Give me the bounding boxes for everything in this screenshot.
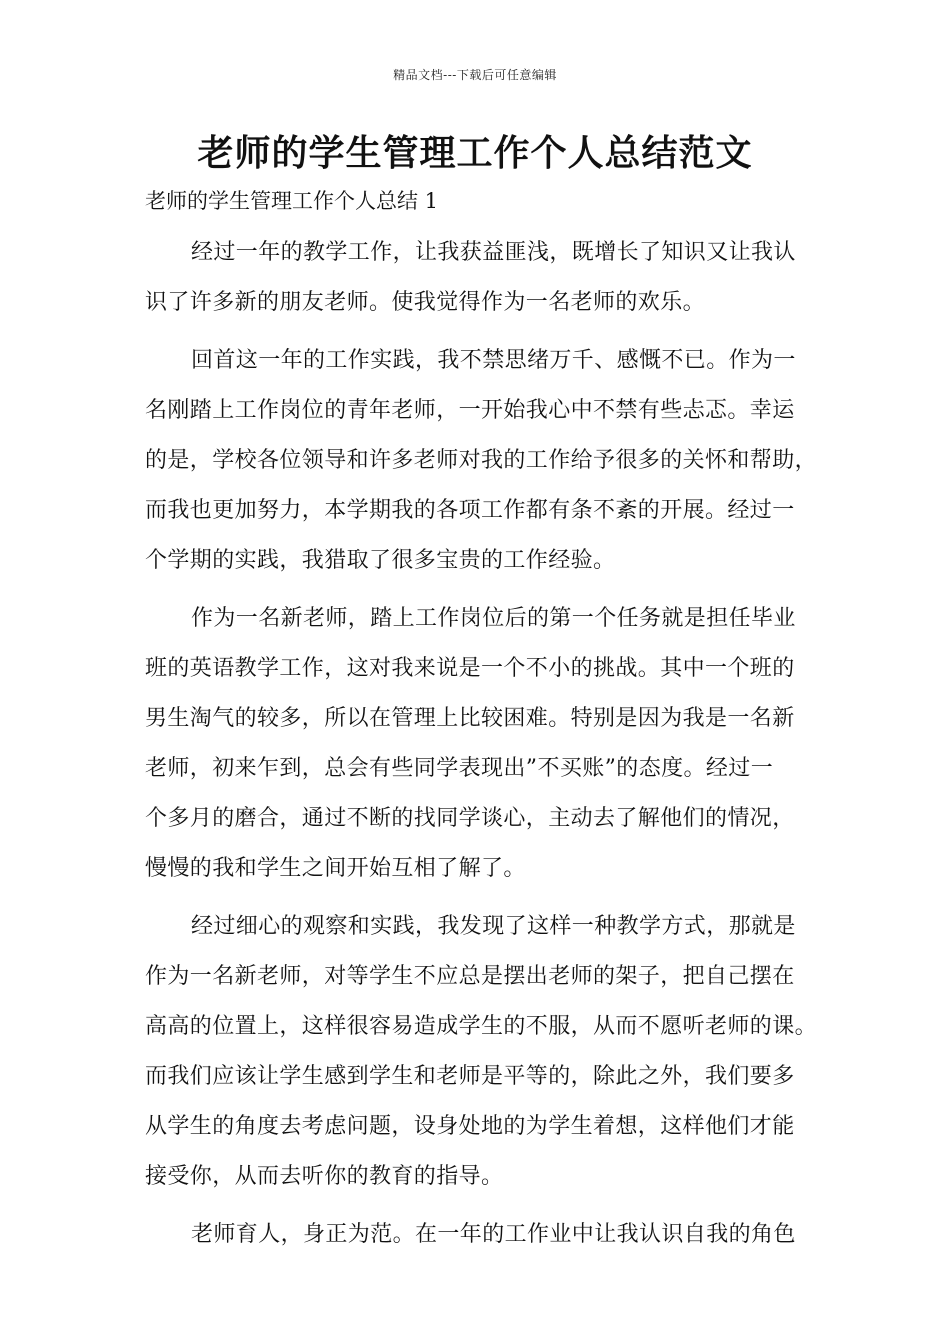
paragraph	[145, 336, 825, 586]
section-heading: 老师的学生管理工作个人总结 1	[145, 189, 439, 213]
paragraph-line: 男生淘气的较多，所以在管理上比较困难。特别是因为我是一名新	[145, 706, 795, 731]
paragraph	[145, 902, 825, 1202]
header-note: 精品文档---下载后可任意编辑	[393, 68, 557, 82]
paragraph-line: 慢慢的我和学生之间开始互相了解了。	[145, 856, 526, 881]
paragraph-line: 经过细心的观察和实践，我发现了这样一种教学方式，那就是	[191, 914, 796, 939]
paragraph-line: 个学期的实践，我猎取了很多宝贵的工作经验。	[145, 548, 616, 573]
paragraph-line: 接受你，从而去听你的教育的指导。	[145, 1164, 504, 1189]
paragraph-line: 回首这一年的工作实践，我不禁思绪万千、感慨不已。作为一	[191, 348, 796, 373]
paragraph-line: 作为一名新老师，对等学生不应总是摆出老师的架子，把自己摆在	[145, 964, 795, 989]
paragraph	[145, 594, 825, 894]
paragraph-line: 的是，学校各位领导和许多老师对我的工作给予很多的关怀和帮助，	[145, 448, 818, 473]
document-title: 老师的学生管理工作个人总结范文	[197, 132, 753, 174]
paragraph-line: 个多月的磨合，通过不断的找同学谈心，主动去了解他们的情况，	[145, 806, 795, 831]
paragraph-line: 高高的位置上，这样很容易造成学生的不服，从而不愿听老师的课。	[145, 1014, 818, 1039]
paragraph	[145, 1210, 825, 1260]
paragraph-line: 名刚踏上工作岗位的青年老师，一开始我心中不禁有些忐忑。幸运	[145, 398, 795, 423]
paragraph-line: 经过一年的教学工作，让我获益匪浅，既增长了知识又让我认	[191, 240, 796, 265]
paragraph-line: 老师育人，身正为范。在一年的工作业中让我认识自我的角色	[191, 1222, 796, 1247]
document-body	[145, 228, 825, 1268]
paragraph-line: 识了许多新的朋友老师。使我觉得作为一名老师的欢乐。	[145, 290, 706, 315]
paragraph-line: 老师，初来乍到，总会有些同学表现出”不买账”的态度。经过一	[145, 756, 774, 781]
paragraph-line: 而我们应该让学生感到学生和老师是平等的，除此之外，我们要多	[145, 1064, 795, 1089]
paragraph-line: 班的英语教学工作，这对我来说是一个不小的挑战。其中一个班的	[145, 656, 795, 681]
paragraph-line: 从学生的角度去考虑问题，设身处地的为学生着想，这样他们才能	[145, 1114, 795, 1139]
paragraph-line: 而我也更加努力，本学期我的各项工作都有条不紊的开展。经过一	[145, 498, 795, 523]
paragraph	[145, 228, 825, 328]
paragraph-line: 作为一名新老师，踏上工作岗位后的第一个任务就是担任毕业	[191, 606, 796, 631]
